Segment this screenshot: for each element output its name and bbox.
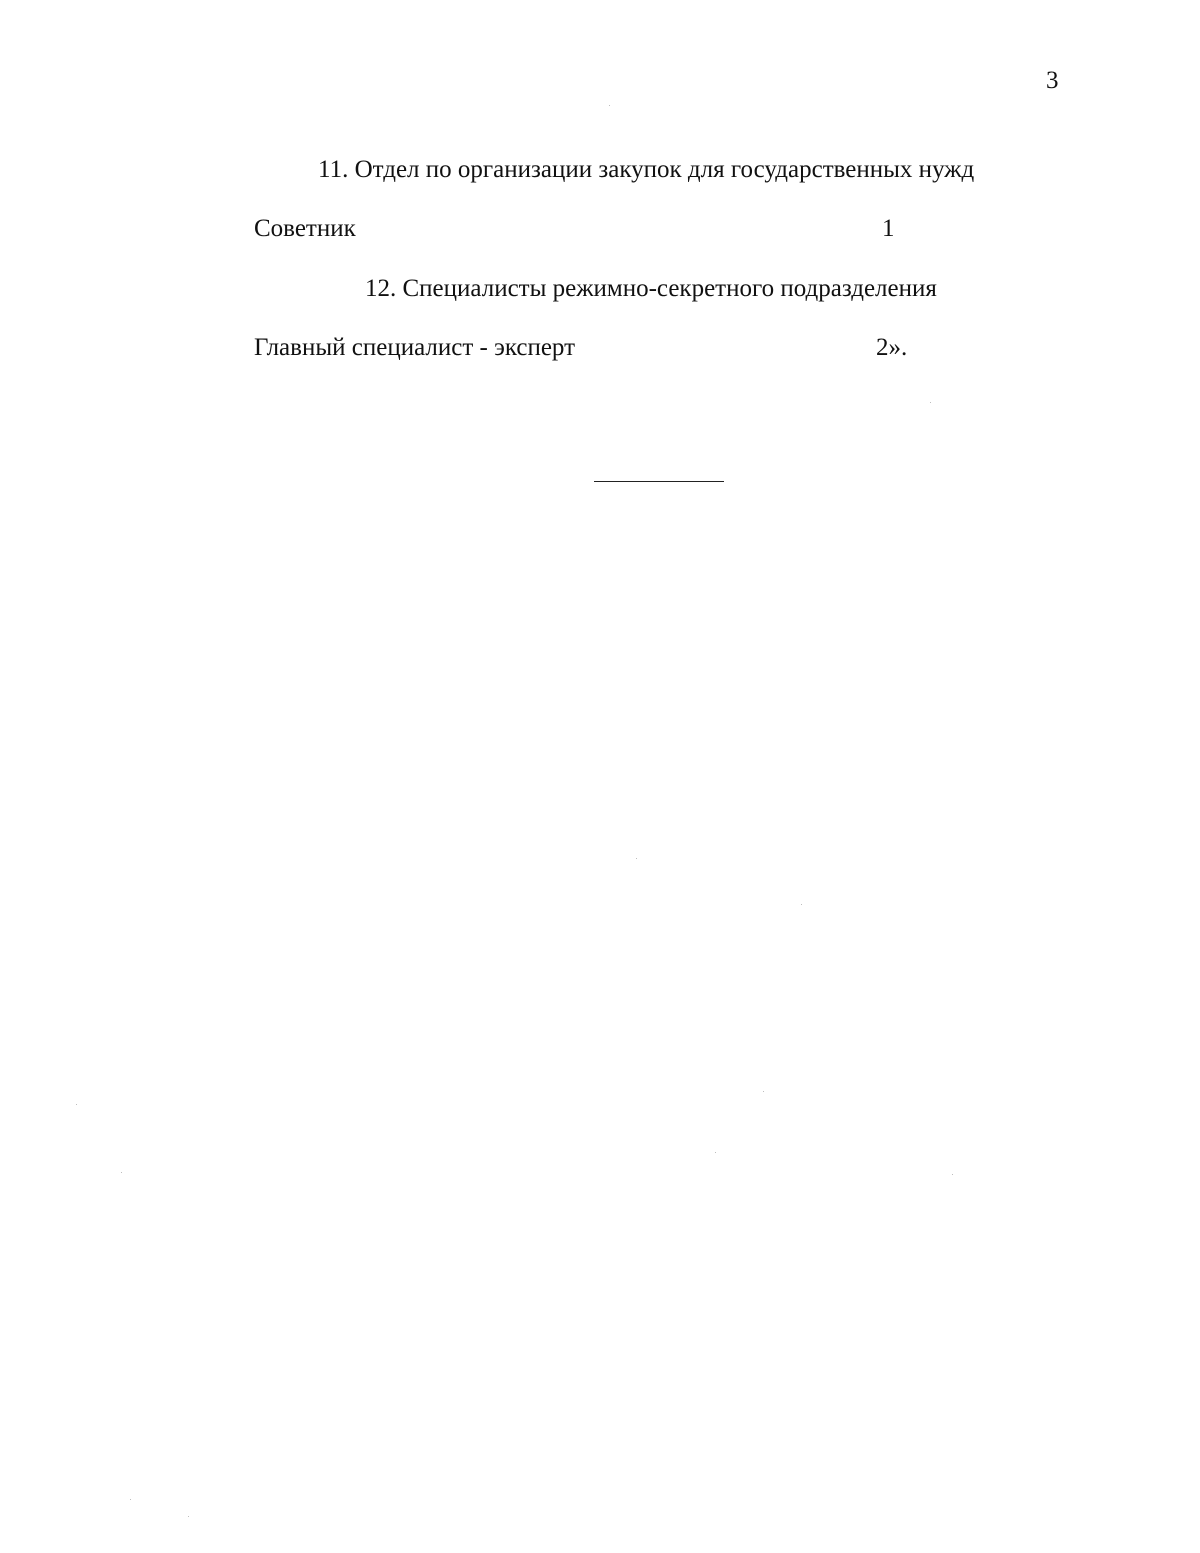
position-title: Советник [254,215,356,242]
position-count: 1 [882,215,895,242]
scan-speck [952,1174,953,1175]
position-title: Главный специалист - эксперт [254,334,576,361]
position-count: 2». [876,334,908,361]
section-heading-secret-unit: 12. Специалисты режимно-секретного подразделения [365,275,937,302]
scan-speck [609,105,610,106]
scan-speck [76,1104,77,1105]
scan-speck [801,904,802,905]
scan-speck [763,1091,764,1092]
scan-speck [130,1499,131,1500]
scan-speck [636,858,637,859]
staff-row [254,214,934,244]
scan-speck [715,1152,716,1153]
scan-speck [188,1516,189,1517]
staff-row [254,333,934,363]
section-heading-procurement: 11. Отдел по организации закупок для государственных нужд [318,156,975,183]
page-number: 3 [1046,67,1059,94]
end-separator-line [594,481,724,482]
scan-speck [930,402,931,403]
scan-speck [121,1172,122,1173]
